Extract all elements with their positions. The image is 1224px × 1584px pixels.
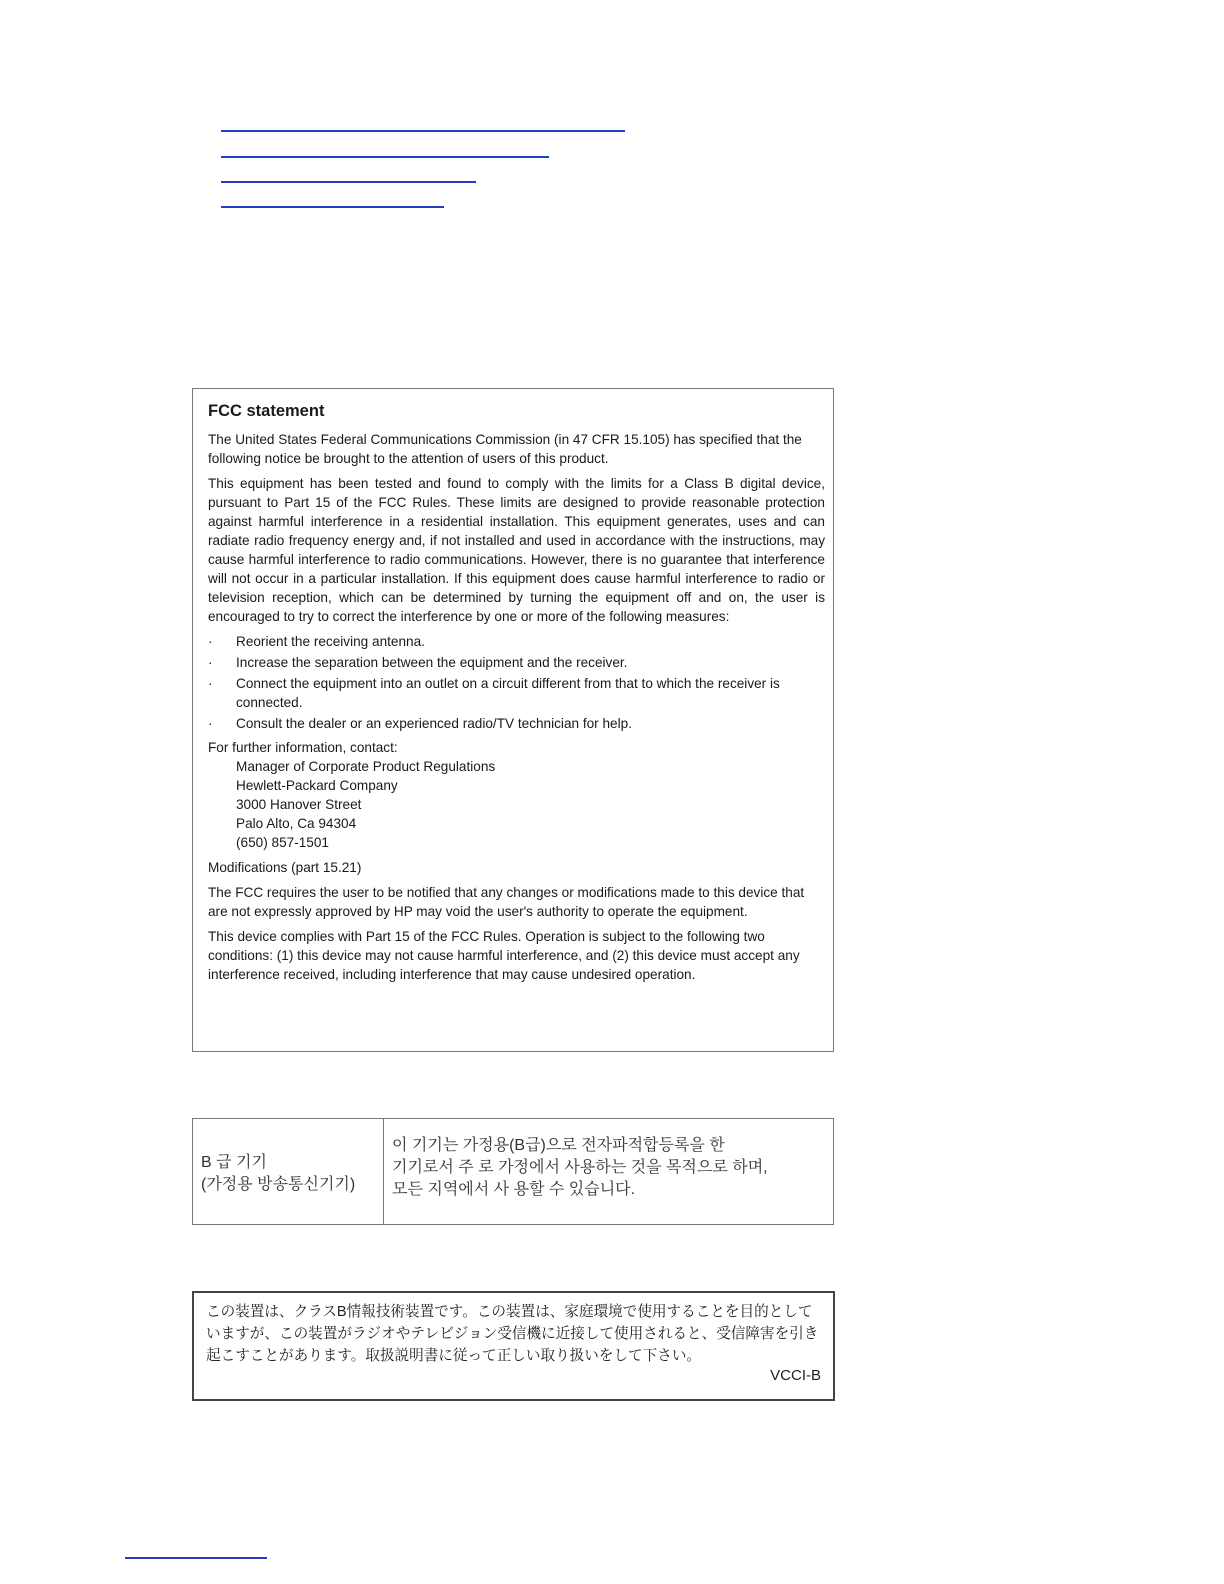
korean-notice-box: [192, 1118, 834, 1225]
modifications-text: The FCC requires the user to be notified that any changes or modifications made to this device that are not expressly approved by HP may void the user's authority to operate the equipment.: [208, 885, 805, 919]
list-item: · Reorient the receiving antenna.: [208, 634, 425, 649]
bullet: ·: [208, 716, 213, 731]
toc-link-2[interactable]: [221, 156, 549, 158]
contact-intro: For further information, contact:: [208, 740, 398, 755]
toc-link-3[interactable]: [221, 181, 476, 183]
list-item: · Connect the equipment into an outlet on a circuit different from that to which the receiver is connected.: [208, 676, 780, 710]
contact-address: [236, 757, 825, 852]
vcci-code: VCCI-B: [770, 1367, 821, 1384]
fcc-body: This equipment has been tested and found to comply with the limits for a Class B digital device, pursuant to Part 15 of the FCC Rules. These limits are designed to provide reasonable protection against harmful interference in a residential installation. This equipment generates, uses and can radiate radio frequency energy and, if not installed and used in accordance with the instructions, may cause harmful interference to radio communications. However, there is no guarantee that interference will not occur in a particular installation. If this equipment does cause harmful interference to radio or television reception, which can be determined by turning the equipment off and on, the user is encouraged to try to correct the interference by one or more of the following measures:: [208, 476, 825, 624]
fcc-title: FCC statement: [208, 402, 325, 420]
compliance-text: This device complies with Part 15 of the FCC Rules. Operation is subject to the following two conditions: (1) this device may not cause harmful interference, and (2) this device must accept any interference received, including interference that may cause undesired operation.: [208, 929, 800, 982]
toc-link-4[interactable]: [221, 206, 444, 208]
toc-link-1[interactable]: [221, 130, 625, 132]
bullet: ·: [208, 676, 213, 691]
bullet: ·: [208, 634, 213, 649]
list-item: · Increase the separation between the equipment and the receiver.: [208, 655, 628, 670]
modifications-heading: Modifications (part 15.21): [208, 860, 362, 875]
korean-class-label: B 급 기기 (가정용 방송통신기기): [193, 1119, 384, 1224]
vcci-notice-box: [192, 1291, 835, 1401]
footer-link[interactable]: [125, 1557, 267, 1559]
vcci-notice-text: この装置は、クラスB情報技術装置です。この装置は、家庭環境で使用することを目的としていますが、この装置がラジオやテレビジョン受信機に近接して使用されると、受信障害を引き起こすことがあります。取扱説明書に従って正しい取り扱いをして下さい。: [206, 1304, 819, 1364]
contact-line: Palo Alto, Ca 94304: [236, 816, 357, 831]
contact-line: Hewlett-Packard Company: [236, 778, 398, 793]
fcc-intro: The United States Federal Communications Commission (in 47 CFR 15.105) has specified that the following notice be brought to the attention of users of this product.: [208, 432, 802, 466]
korean-notice-text: 이 기기는 가정용(B급)으로 전자파적합등록을 한 기기로서 주 로 가정에서 사용하는 것을 목적으로 하며, 모든 지역에서 사 용할 수 있습니다.: [392, 1137, 768, 1198]
contact-line: 3000 Hanover Street: [236, 797, 362, 812]
list-item: · Consult the dealer or an experienced radio/TV technician for help.: [208, 716, 632, 731]
bullet: ·: [208, 655, 213, 670]
fcc-measures-list: [208, 632, 825, 733]
contact-line: (650) 857-1501: [236, 835, 329, 850]
contact-line: Manager of Corporate Product Regulations: [236, 759, 496, 774]
fcc-statement-box: [192, 388, 834, 1052]
